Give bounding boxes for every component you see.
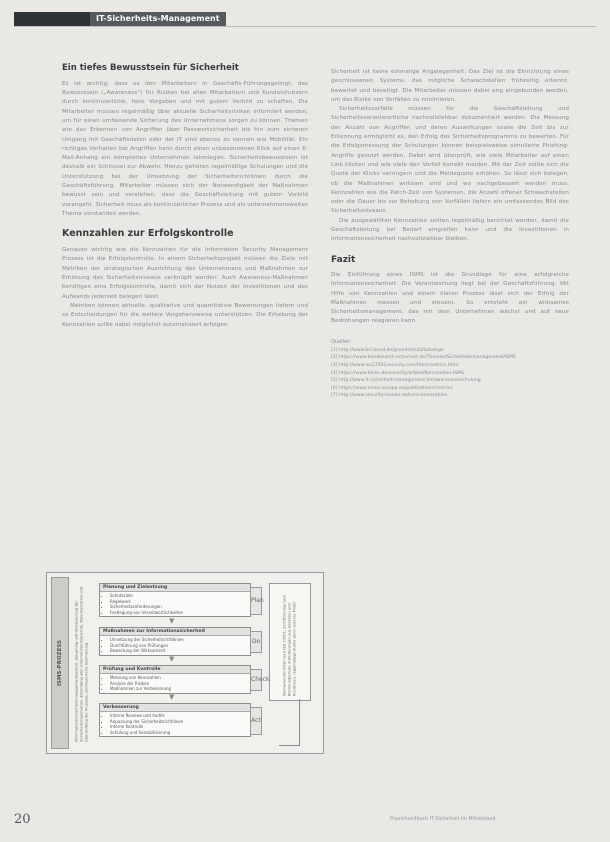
heading-fazit: Fazit <box>331 254 356 265</box>
arrow-down-icon: ▼ <box>169 693 175 701</box>
heading-kennzahlen: Kennzahlen zur Erfolgskontrolle <box>62 228 234 240</box>
phase-title: Planung und Zielsetzung <box>100 584 250 592</box>
phase-item: • Schulung und Sensibilisierung <box>110 730 250 736</box>
publication-footer: Praxishandbuch IT-Sicherheit im Mittelstand <box>390 817 496 822</box>
phase-item: • Interne Reviews und Audits <box>110 713 250 719</box>
phase-item: • Messung von Kennzahlen <box>110 675 250 681</box>
diagram-phase-plan <box>99 583 251 617</box>
arrow-down-icon: ▼ <box>169 655 175 663</box>
phase-item: • Analyse der Risiken <box>110 681 250 687</box>
phase-arrow-act: Act <box>250 707 262 735</box>
source-item: [5] http://www.it-sicherheit-management.de/awareness/schulung <box>331 378 481 384</box>
phase-arrow-check: Check <box>250 669 262 691</box>
header-rule <box>14 26 596 27</box>
paragraph-berichte: Die ausgewählten Kennzahlen sollten regelmäßig berichtet werden, damit die Geschäftsleitung bei Bedarf eingreifen kann und die Investitionen in Informationssicherheit nachvollziehbar bleiben. <box>331 217 569 243</box>
source-item: [2] https://www.bundesamt-sicherheit.de/Themen/Sicherheitsmanagement/ISMS <box>331 355 516 361</box>
source-item: [3] http://www.iso27001security.com/html/metrics.html <box>331 362 459 368</box>
phase-item: • Anpassung der Sicherheitsrichtlinien <box>110 719 250 725</box>
diagram-phase-check <box>99 665 251 694</box>
phase-item: • Umsetzung der Sicherheitsrichtlinien <box>110 637 250 643</box>
source-item: [1] http://www.bsi.bund.de/grundschutz/kataloge <box>331 347 444 353</box>
source-item: [6] https://www.enisa.europa.eu/publications/metrics <box>331 385 453 391</box>
diagram-phase-do <box>99 627 251 656</box>
source-item: [7] http://www.security-insider.de/isms-kennzahlen <box>331 393 448 399</box>
phase-item: • Interne Kontrolle <box>110 724 250 730</box>
diagram-norms-box <box>269 583 311 701</box>
header-band <box>14 12 96 26</box>
paragraph-vorfaelle: Sicherheitsvorfälle müssen für die Geschäftsleitung und Sicherheitsverantwortliche nachvollziehbar dokumentiert werden. Die Messung der Anzahl von Angriffen und deren Auswirkungen sowie die Zeit bis zur Erkennung ermöglicht es, den Erfolg des Sicherheitsprogramms zu bewerten. Für die Erfolgsmessung der Schulungen können beispielsweise simulierte Phishing-Angriffe genutzt werden. Dabei wird überprüft, wie viele Mitarbeiter auf einen Link klicken und wie viele den Vorfall korrekt melden. Mit der Zeit sollte sich die Quote der Klicks verringern und die Meldequote erhöhen. So lässt sich belegen, ob die Maßnahmen wirksam sind und wo nachgebessert werden muss. Kennzahlen wie die Patch-Zeit von Systemen, die Anzahl offener Schwachstellen oder die Dauer bis zur Behebung von Vorfällen liefern ein umfassendes Bild des Sicherheitsniveaus. <box>331 106 569 215</box>
diagram-left-description: Informationssicherheitsmanagementsystem: Steuerung und Verbesserung der Sicherheitsorganisation, Einbindung aller Unternehmensbereiche, Dokumentation und Überprüfung der Prozesse, kontinuierliche Optimierung <box>74 586 89 742</box>
diagram-process-bar <box>51 577 69 749</box>
phase-item: • Bewertung der Wirksamkeit <box>110 648 250 654</box>
phase-item: • Regelwerk <box>110 599 250 605</box>
phase-item: • Maßnahmen zur Verbesserung <box>110 686 250 692</box>
phase-title: Maßnahmen zur Informationssicherheit <box>100 628 250 636</box>
right-column <box>331 68 569 400</box>
sources-list <box>331 347 569 400</box>
phase-arrow-plan: Plan <box>250 587 262 615</box>
paragraph-awareness: Es ist wichtig, dass es den Mitarbeitern in Geschäfts-Führungsgelingt, das Bewusstsein („Awareness“) für Risiken bei allen Mitarbeitern und Kunden/nutzern durch kontinuierliche, faire Vorgaben und mit gutem Vorbild zu schaffen. Die Mitarbeiter müssen regelmäßig über aktuelle Sicherheitsrisiken informiert werden, um für einen umfassende Sicherung des Unternehmens sorgen zu können. Themen wie das Erkennen von Angriffen über Passwortsicherheit bis hin zum sicheren Umgang mit Geschäftsdaten oder der IT sind ebenso zu nennen wie Mobilität. Ein richtiges Verhalten bei Angriffen kann durch einen unbesonnenen Klick auf einen E-Mail-Anhang ein komplettes Unternehmen lahmlegen. Sicherheitsbewusstsein ist deshalb ein Schlüssel zur Abwehr. Hierzu gehören regelmäßige Schulungen und die Unterstützung bei der Umsetzung der Sicherheitsrichtlinien durch die Geschäftsführung. Mitarbeiter müssen sich der Notwendigkeit der Maßnahmen bewusst sein und verstehen, dass die Geschäftsleitung mit gutem Vorbild vorangeht. Sicherheit muss als kontinuierlicher Prozess und als unternehmensweites Thema verstanden werden. <box>62 80 308 217</box>
phase-item: • Festlegung von Verantwortlichkeiten <box>110 610 250 616</box>
heading-awareness: Ein tiefes Bewusstsein für Sicherheit <box>62 63 239 73</box>
sources-label: Quellen <box>331 338 351 345</box>
section-title: IT-Sicherheits-Management <box>90 12 226 26</box>
diagram-norms-text: Normenkonformität nach ISO 27001, Zertifizierung nach BSI-Grundschutz, Anforderungen aus Gesetzen und Richtlinien, regelmäßige Audits durch externe Prüfer <box>282 594 297 696</box>
left-column <box>62 64 308 330</box>
phase-title: Verbesserung <box>100 704 250 712</box>
phase-item: • Sicherheitsanforderungen <box>110 604 250 610</box>
diagram-left-text <box>69 577 95 747</box>
paragraph-metriken: Metriken können aktuelle, qualitative und quantitative Bewertungen liefern und so Entscheidungen für die weitere Vorgehensweise unterstützen. Die Erhebung der Kennzahlen sollte dabei möglichst automatisiert erfolgen. <box>62 302 308 328</box>
paragraph-fazit: Die Einführung eines ISMS ist die Grundlage für eine erfolgreiche Informationssicherheit. Die Verantwortung liegt bei der Geschäftsführung. Mit Hilfe von Kennzahlen und einem klaren Prozess lässt sich der Erfolg der Maßnahmen messen und steuern. So entsteht ein wirksames Sicherheitsmanagement, das mit dem Unternehmen wächst und auf neue Bedrohungen reagieren kann. <box>331 271 569 325</box>
diagram-phase-act <box>99 703 251 737</box>
phase-title: Prüfung und Kontrolle <box>100 666 250 674</box>
isms-diagram <box>46 572 324 754</box>
feedback-loop-line <box>279 699 300 746</box>
page-number: 20 <box>14 812 31 827</box>
phase-item: • Durchführung von Prüfungen <box>110 643 250 649</box>
paragraph-system: Sicherheit ist keine einmalige Angelegenheit. Das Ziel ist die Einrichtung eines geschlossenen Systems, das mögliche Schwachstellen frühzeitig erkennt, bewertet und beseitigt. Die Mitarbeiter müssen dabei eng eingebunden werden, um das Risiko von Vorfällen zu minimieren. <box>331 69 569 103</box>
diagram-process-label: ISMS-PROZESS <box>57 639 63 687</box>
arrow-down-icon: ▼ <box>169 617 175 625</box>
phase-arrow-do: Do <box>250 631 262 653</box>
paragraph-kennzahlen: Genauso wichtig wie die Kennzahlen für die Information Security Management Prozess ist die Erfolgskontrolle. In einem Sicherheitsprojekt müssen die Ziele mit Metriken der strategischen Ausrichtung des Unternehmens und Maßnahmen zur Erhöhung des Sicherheitsniveaus verknüpft werden. Auch Awareness-Maßnahmen benötigen eine Erfolgskontrolle, damit sich der Nutzen der Investitionen und des Aufwands jederzeit belegen lässt. <box>62 247 308 300</box>
phase-item: • Schutzziele <box>110 593 250 599</box>
source-item: [4] https://www.heise.de/security/artikel/Kennzahlen-ISMS <box>331 370 464 376</box>
